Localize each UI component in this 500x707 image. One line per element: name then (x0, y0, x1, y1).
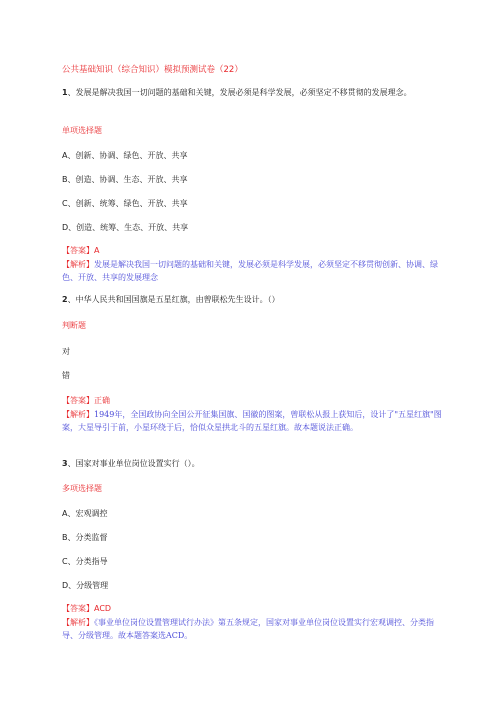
option-letter: B (62, 533, 68, 542)
question-3-explanation (62, 616, 442, 642)
option-letter: C (62, 557, 68, 566)
question-3-type: 多项选择题 (62, 484, 102, 493)
answer-label: 【答案】 (62, 604, 94, 613)
answer-value: ACD (94, 604, 112, 613)
question-1-option-b (62, 174, 188, 185)
option-letter: B (62, 175, 68, 184)
explanation-label: 【解析】 (62, 260, 94, 269)
explanation-label: 【解析】 (62, 618, 94, 627)
option-letter: D (62, 581, 69, 590)
option-text: 错 (62, 371, 70, 380)
question-1-option-c (62, 198, 188, 209)
question-number: 1 (62, 88, 68, 97)
question-text: 、中华人民共和国国旗是五星红旗，由曾联松先生设计。（） (67, 295, 280, 304)
exam-title: 公共基础知识（综合知识）模拟预测试卷（22） (62, 65, 243, 75)
option-text: 、分级管理 (68, 581, 109, 590)
explanation-text: 发展是解决我国一切问题的基础和关键，发展必须是科学发展，必须坚定不移贯彻创新、协调、绿色、开放、共享的发展理念 (62, 260, 438, 282)
question-3-stem (62, 457, 442, 471)
option-letter: D (62, 223, 69, 232)
answer-value: A (94, 246, 100, 255)
option-text: 、创造、统筹、生态、开放、共享 (68, 223, 189, 232)
question-3-option-d (62, 580, 108, 591)
option-text: 、创新、统筹、绿色、开放、共享 (67, 199, 188, 208)
question-3-answer (62, 603, 111, 614)
question-1-option-a (62, 150, 187, 161)
answer-value: 正确 (94, 396, 110, 405)
question-text: 、国家对事业单位岗位设置实行（）。 (67, 459, 200, 468)
question-1-type: 单项选择题 (62, 126, 102, 135)
explanation-text: 《事业单位岗位设置管理试行办法》第五条规定，国家对事业单位岗位设置实行宏观调控、分类指导、分级管理。故本题答案选ACD。 (62, 618, 434, 640)
question-2-option-false (62, 370, 70, 381)
question-1-answer (62, 245, 99, 256)
question-3-option-b (62, 532, 108, 543)
question-3-option-a (62, 508, 107, 519)
option-letter: A (62, 509, 68, 518)
option-letter: C (62, 199, 68, 208)
option-text: 对 (62, 347, 70, 356)
question-3-option-c (62, 556, 108, 567)
question-2-explanation (62, 408, 442, 434)
question-1-stem (62, 86, 442, 100)
option-text: 、分类监督 (67, 533, 108, 542)
question-number: 2 (62, 295, 68, 304)
answer-label: 【答案】 (62, 396, 94, 405)
answer-label: 【答案】 (62, 246, 94, 255)
explanation-label: 【解析】 (62, 410, 94, 419)
question-2-option-true (62, 346, 70, 357)
option-text: 、创造、协调、生态、开放、共享 (67, 175, 188, 184)
question-text: 、发展是解决我国一切问题的基础和关键，发展必须是科学发展，必须坚定不移贯彻的发展理念。 (67, 88, 412, 97)
option-text: 、分类指导 (67, 557, 108, 566)
question-number: 3 (62, 459, 68, 468)
option-text: 、创新、协调、绿色、开放、共享 (67, 151, 188, 160)
option-text: 、宏观调控 (67, 509, 108, 518)
question-2-type: 判断题 (62, 321, 86, 330)
question-2-stem (62, 293, 442, 307)
question-1-explanation (62, 258, 442, 284)
question-1-option-d (62, 222, 188, 233)
option-letter: A (62, 151, 68, 160)
explanation-text: 1949年，全国政协向全国公开征集国旗、国徽的图案，曾联松从报上获知后，设计了"五星红旗"图案，大星导引于前，小星环绕于后，恰似众星拱北斗的五星红旗。故本题说法正确。 (62, 410, 442, 432)
question-2-answer (62, 395, 110, 406)
